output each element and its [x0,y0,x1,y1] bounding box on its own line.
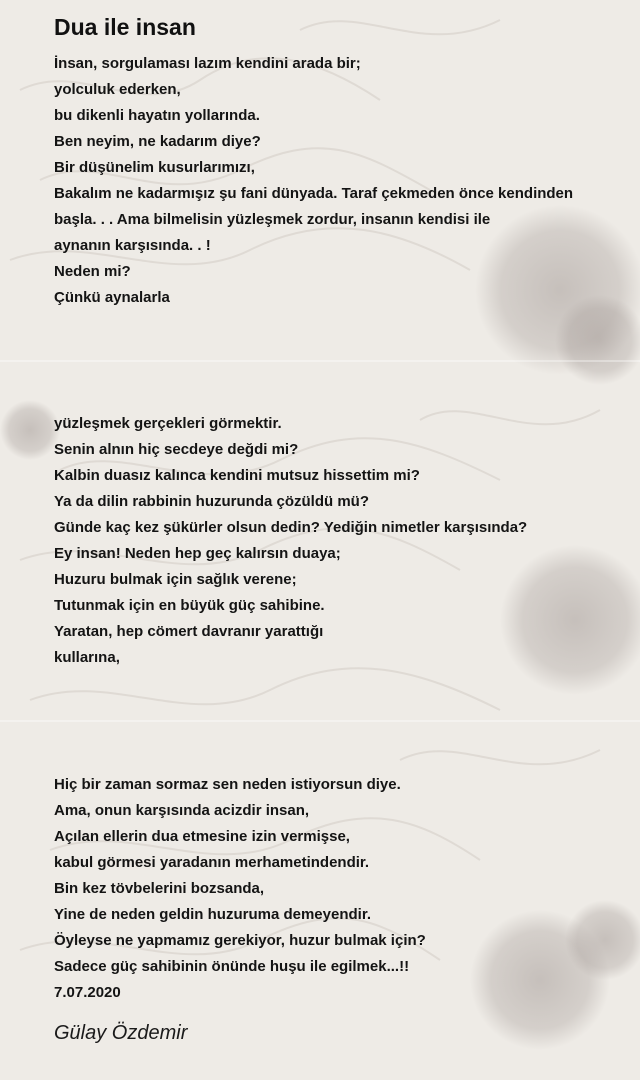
poem-line: bu dikenli hayatın yollarında. [54,107,260,124]
poem-line: Neden mi? [54,263,131,280]
poem-line: Öyleyse ne yapmamız gerekiyor, huzur bulmak için? [54,932,426,949]
poem-line: kabul görmesi yaradanın merhametindendir. [54,854,370,871]
poem-line: Kalbin duasız kalınca kendini mutsuz hissettim mi? [54,467,420,484]
poem-line: Ama, onun karşısında acizdir insan, [54,802,310,819]
poem-line: Ben neyim, ne kadarım diye? [54,133,261,150]
poem-stanza-2 [54,411,527,671]
poem-line: Senin alnın hiç secdeye değdi mi? [54,441,299,458]
poem-line: kullarına, [54,649,120,666]
poem-stanza-3 [54,772,426,980]
poem-line: Sadece güç sahibinin önünde huşu ile egilmek...!! [54,958,410,975]
poem-title: Dua ile insan [54,14,196,40]
poem-author: Gülay Özdemir [54,1022,188,1044]
poem-line: Bin kez tövbelerini bozsanda, [54,880,265,897]
poem-line: Çünkü aynalarla [54,289,170,306]
poem-line: Huzuru bulmak için sağlık verene; [54,571,297,588]
poem-line: Bir düşünelim kusurlarımızı, [54,159,255,176]
poem-line: aynanın karşısında. . ! [54,237,211,254]
poem-line: Açılan ellerin dua etmesine izin vermişse, [54,828,350,845]
poem-line: Bakalım ne kadarmışız şu fani dünyada. Taraf çekmeden önce kendinden [54,185,574,202]
poem-line: Günde kaç kez şükürler olsun dedin? Yediğin nimetler karşısında? [54,519,528,536]
poem-date: 7.07.2020 [54,984,121,1001]
poem-line: Yine de neden geldin huzuruma demeyendir. [54,906,372,923]
poem-line: yüzleşmek gerçekleri görmektir. [54,415,282,432]
poem-line: Ey insan! Neden hep geç kalırsın duaya; [54,545,341,562]
poem-line: Tutunmak için en büyük güç sahibine. [54,597,325,614]
poem-line: başla. . . Ama bilmelisin yüzleşmek zordur, insanın kendisi ile [54,211,491,228]
poem-stanza-1 [54,51,573,311]
poem-line: İnsan, sorgulaması lazım kendini arada bir; [54,55,361,72]
poem-line: Yaratan, hep cömert davranır yarattığı [54,623,324,640]
poem-line: yolculuk ederken, [54,81,181,98]
poem-line: Ya da dilin rabbinin huzurunda çözüldü mü? [54,493,369,510]
poem-line: Hiç bir zaman sormaz sen neden istiyorsun diye. [54,776,401,793]
